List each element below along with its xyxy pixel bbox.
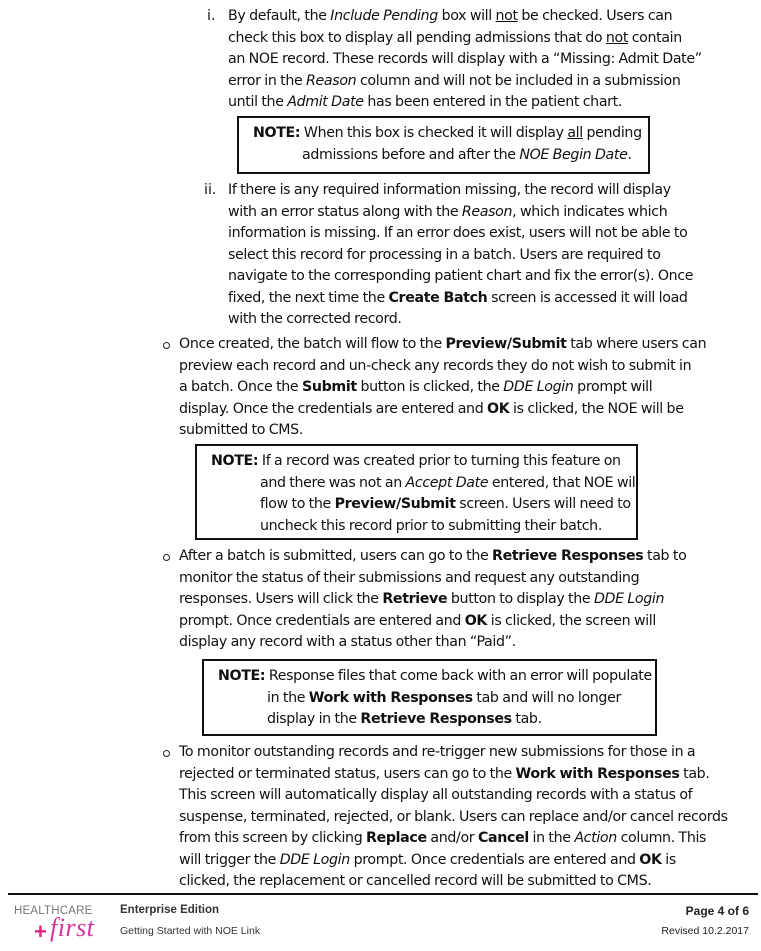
footer-document-title: Getting Started with NOE Link <box>120 925 261 937</box>
paragraph-preview-submit: Once created, the batch will flow to the Preview/Submit tab where users can preview each record and un-check any records they do not wish to submit in a batch. Once the Submit button is clicked, the DDE Login prompt will display. Once the credentials are entered and OK is clicked, the NOE will be submitted to CMS. <box>179 336 707 438</box>
footer-divider <box>8 893 758 895</box>
healthcare-first-logo <box>12 903 112 947</box>
roman-marker-i: i. <box>207 8 216 24</box>
circle-bullet-icon <box>163 554 170 561</box>
paragraph-required-info: If there is any required information missing, the record will display with an error status along with the Reason, which indicates which information is missing. If an error does exist, users will not be able to select this record for processing in a batch. Users are required to navigate to the corresponding patient chart and fix the error(s). Once fixed, the next time the Create Batch screen is accessed it will load with the corrected record. <box>228 182 694 327</box>
roman-marker-ii: ii. <box>204 182 217 198</box>
logo-wordmark-top: HEALTHCARE <box>14 905 93 917</box>
note-text: NOTE: If a record was created prior to turning this feature on and there was not an Accept Date entered, that NOE will flow to the Preview/Submit screen. Users will need to uncheck this record prior to submitting their batch. <box>211 453 639 534</box>
footer-revised-date: Revised 10.2.2017 <box>661 925 749 937</box>
note-box-accept-date <box>195 444 638 540</box>
note-text: NOTE: When this box is checked it will display all pending admissions before and after the NOE Begin Date. <box>253 125 642 163</box>
footer-edition: Enterprise Edition <box>120 904 220 916</box>
circle-bullet-icon <box>163 342 170 349</box>
footer-page-number: Page 4 of 6 <box>685 904 749 918</box>
logo-wordmark-script: first <box>50 913 95 942</box>
note-box-include-pending <box>237 116 650 174</box>
logo-plus-icon: + <box>34 919 47 944</box>
note-box-work-with-responses <box>202 659 657 736</box>
paragraph-retrieve-responses: After a batch is submitted, users can go to the Retrieve Responses tab to monitor the status of their submissions and request any outstanding responses. Users will click the Retrieve button to display the DDE Login prompt. Once credentials are entered and OK is clicked, the screen will display any record with a status other than “Paid”. <box>179 548 687 650</box>
circle-bullet-icon <box>163 750 170 757</box>
note-text: NOTE: Response files that come back with an error will populate in the Work with Responses tab and will no longer display in the Retrieve Responses tab. <box>218 668 652 727</box>
paragraph-work-with-responses: To monitor outstanding records and re-trigger new submissions for those in a rejected or terminated status, users can go to the Work with Responses tab. This screen will automatically display all outstanding records with a status of suspense, terminated, rejected, or blank. Users can replace and/or cancel records from this screen by clicking Replace and/or Cancel in the Action column. This will trigger the DDE Login prompt. Once credentials are entered and OK is clicked, the replacement or cancelled record will be submitted to CMS. <box>179 744 728 889</box>
paragraph-include-pending: By default, the Include Pending box will not be checked. Users can check this box to display all pending admissions that do not contain an NOE record. These records will display with a “Missing: Admit Date” error in the Reason column and will not be included in a submission until the Admit Date has been entered in the patient chart. <box>228 8 702 110</box>
